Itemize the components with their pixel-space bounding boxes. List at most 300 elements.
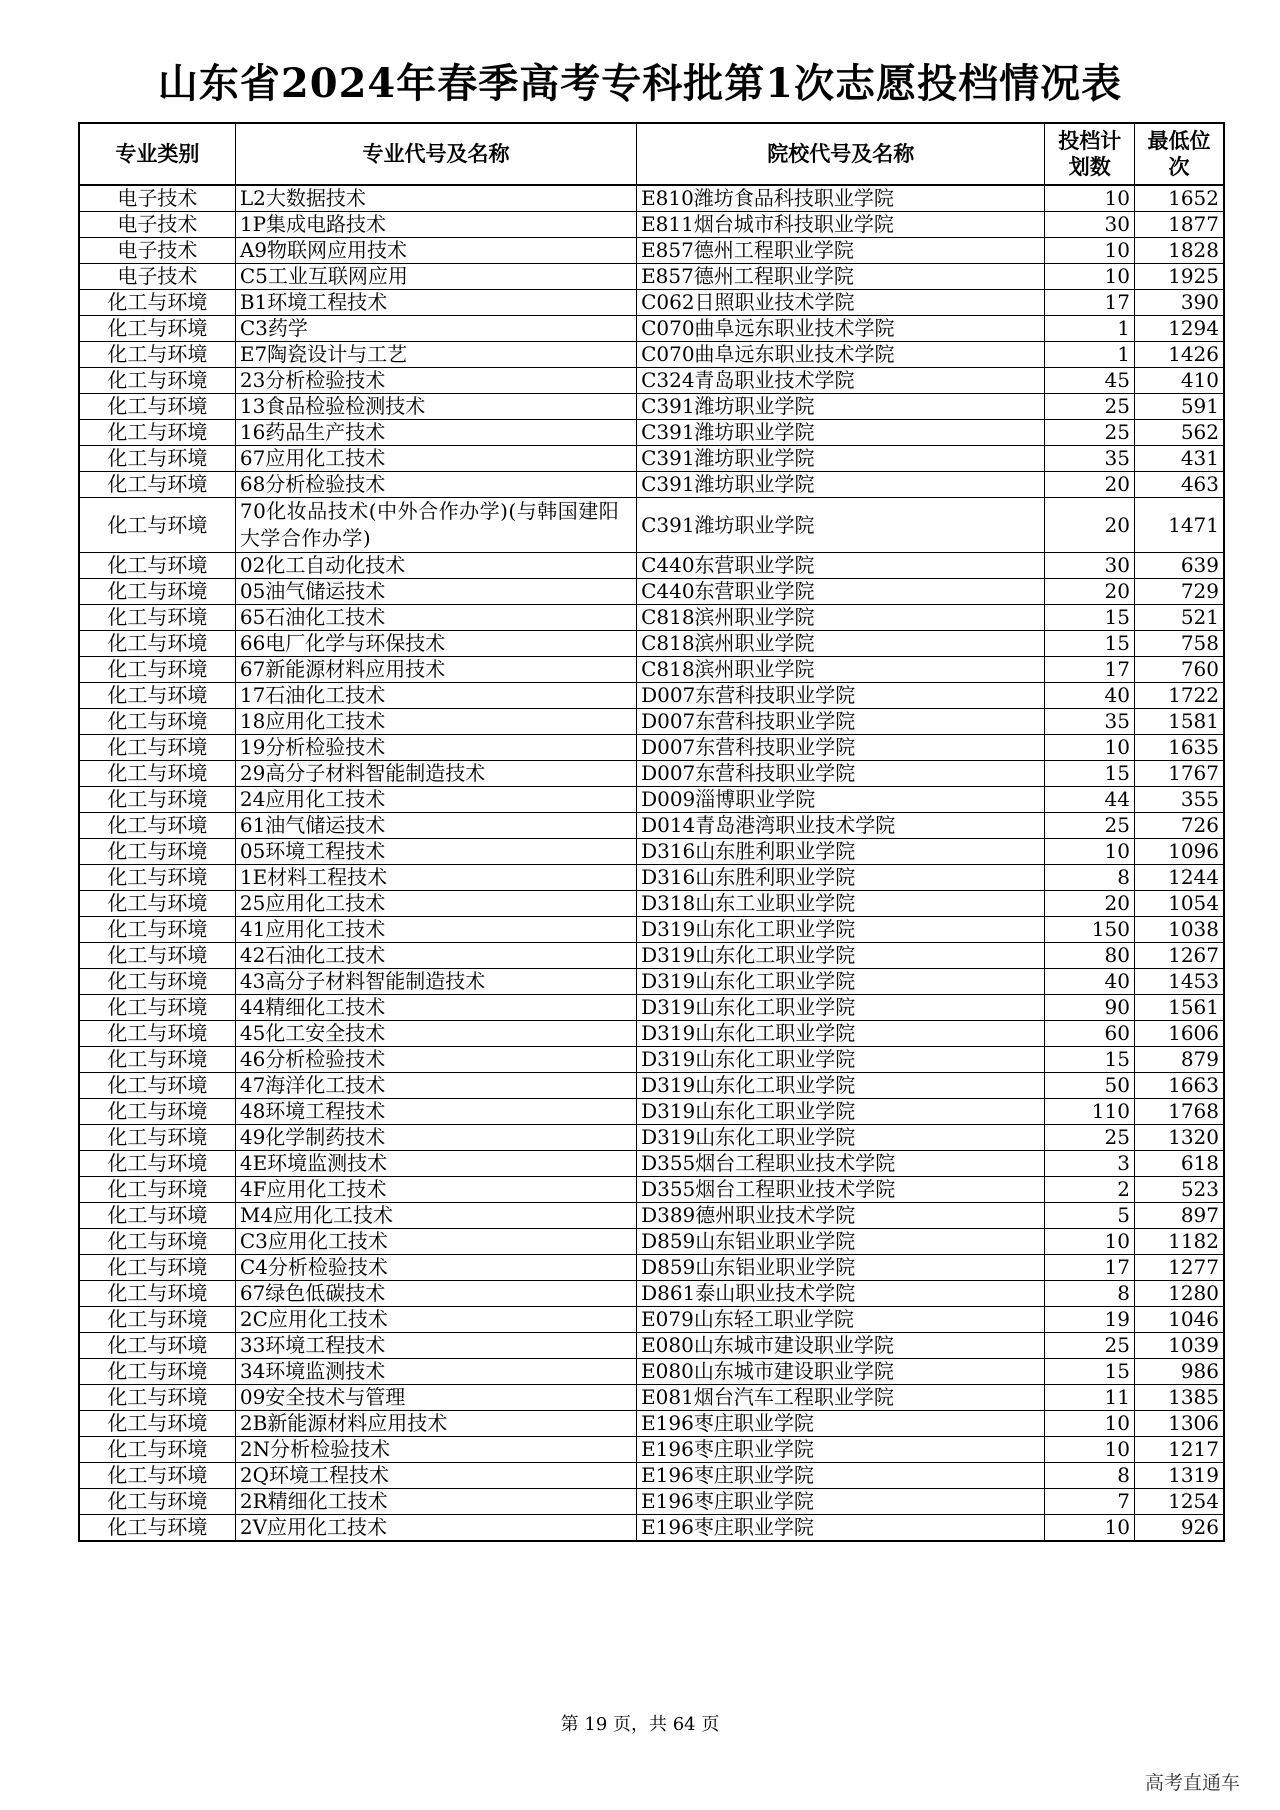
cell-major: 49化学制药技术 [235, 1125, 636, 1151]
cell-plan: 20 [1045, 472, 1135, 498]
table-row [79, 657, 1224, 683]
cell-plan: 44 [1045, 787, 1135, 813]
cell-category: 化工与环境 [79, 1151, 235, 1177]
cell-school: E810潍坊食品科技职业学院 [637, 185, 1045, 212]
cell-category: 化工与环境 [79, 342, 235, 368]
cell-plan: 15 [1045, 1047, 1135, 1073]
cell-school: D861泰山职业技术学院 [637, 1281, 1045, 1307]
cell-category: 化工与环境 [79, 1021, 235, 1047]
cell-school: D319山东化工职业学院 [637, 995, 1045, 1021]
cell-category: 化工与环境 [79, 1177, 235, 1203]
cell-plan: 2 [1045, 1177, 1135, 1203]
cell-category: 化工与环境 [79, 394, 235, 420]
cell-plan: 30 [1045, 212, 1135, 238]
cell-school: C818滨州职业学院 [637, 605, 1045, 631]
cell-rank: 1096 [1134, 839, 1224, 865]
cell-school: D319山东化工职业学院 [637, 1125, 1045, 1151]
cell-category: 化工与环境 [79, 579, 235, 605]
cell-plan: 15 [1045, 631, 1135, 657]
cell-plan: 25 [1045, 813, 1135, 839]
cell-rank: 1453 [1134, 969, 1224, 995]
cell-category: 化工与环境 [79, 1203, 235, 1229]
cell-major: 46分析检验技术 [235, 1047, 636, 1073]
cell-category: 化工与环境 [79, 1385, 235, 1411]
cell-rank: 1663 [1134, 1073, 1224, 1099]
table-row [79, 472, 1224, 498]
table-row [79, 735, 1224, 761]
table-row [79, 1047, 1224, 1073]
table-row [79, 1125, 1224, 1151]
cell-category: 化工与环境 [79, 657, 235, 683]
cell-rank: 1267 [1134, 943, 1224, 969]
cell-major: M4应用化工技术 [235, 1203, 636, 1229]
cell-school: C818滨州职业学院 [637, 631, 1045, 657]
cell-category: 电子技术 [79, 212, 235, 238]
cell-school: E857德州工程职业学院 [637, 238, 1045, 264]
cell-category: 化工与环境 [79, 446, 235, 472]
cell-school: D319山东化工职业学院 [637, 1047, 1045, 1073]
cell-category: 化工与环境 [79, 995, 235, 1021]
cell-rank: 1581 [1134, 709, 1224, 735]
cell-category: 化工与环境 [79, 839, 235, 865]
table-row [79, 1177, 1224, 1203]
cell-school: E196枣庄职业学院 [637, 1463, 1045, 1489]
header-plan: 投档计划数 [1045, 123, 1135, 185]
table-row [79, 368, 1224, 394]
cell-school: C391潍坊职业学院 [637, 498, 1045, 553]
cell-plan: 30 [1045, 553, 1135, 579]
cell-category: 化工与环境 [79, 316, 235, 342]
cell-rank: 1561 [1134, 995, 1224, 1021]
cell-major: 1P集成电路技术 [235, 212, 636, 238]
cell-category: 化工与环境 [79, 891, 235, 917]
cell-rank: 1277 [1134, 1255, 1224, 1281]
cell-school: D319山东化工职业学院 [637, 1021, 1045, 1047]
cell-category: 化工与环境 [79, 498, 235, 553]
cell-plan: 40 [1045, 683, 1135, 709]
cell-major: 17石油化工技术 [235, 683, 636, 709]
table-row [79, 1099, 1224, 1125]
cell-school: E079山东轻工职业学院 [637, 1307, 1045, 1333]
cell-school: D319山东化工职业学院 [637, 1099, 1045, 1125]
cell-category: 化工与环境 [79, 1125, 235, 1151]
cell-school: E080山东城市建设职业学院 [637, 1333, 1045, 1359]
cell-rank: 1385 [1134, 1385, 1224, 1411]
cell-rank: 431 [1134, 446, 1224, 472]
cell-major: 67新能源材料应用技术 [235, 657, 636, 683]
cell-school: D319山东化工职业学院 [637, 917, 1045, 943]
cell-plan: 10 [1045, 735, 1135, 761]
cell-rank: 1925 [1134, 264, 1224, 290]
cell-major: C5工业互联网应用 [235, 264, 636, 290]
cell-category: 化工与环境 [79, 420, 235, 446]
cell-category: 化工与环境 [79, 1307, 235, 1333]
cell-rank: 760 [1134, 657, 1224, 683]
cell-major: 44精细化工技术 [235, 995, 636, 1021]
cell-school: E811烟台城市科技职业学院 [637, 212, 1045, 238]
cell-school: D355烟台工程职业技术学院 [637, 1177, 1045, 1203]
cell-major: 47海洋化工技术 [235, 1073, 636, 1099]
cell-major: 2C应用化工技术 [235, 1307, 636, 1333]
header-category: 专业类别 [79, 123, 235, 185]
cell-category: 化工与环境 [79, 1073, 235, 1099]
cell-rank: 1054 [1134, 891, 1224, 917]
cell-category: 化工与环境 [79, 1333, 235, 1359]
watermark: 高考直通车 [1144, 1772, 1240, 1794]
cell-major: 70化妆品技术(中外合作办学)(与韩国建阳大学合作办学) [235, 498, 636, 553]
cell-rank: 726 [1134, 813, 1224, 839]
cell-category: 电子技术 [79, 185, 235, 212]
table-row [79, 1307, 1224, 1333]
table-row [79, 1151, 1224, 1177]
cell-school: E196枣庄职业学院 [637, 1411, 1045, 1437]
cell-rank: 562 [1134, 420, 1224, 446]
cell-plan: 17 [1045, 1255, 1135, 1281]
cell-rank: 639 [1134, 553, 1224, 579]
cell-school: C324青岛职业技术学院 [637, 368, 1045, 394]
table-row [79, 446, 1224, 472]
cell-major: 1E材料工程技术 [235, 865, 636, 891]
cell-major: 41应用化工技术 [235, 917, 636, 943]
cell-major: B1环境工程技术 [235, 290, 636, 316]
cell-major: 68分析检验技术 [235, 472, 636, 498]
cell-plan: 40 [1045, 969, 1135, 995]
cell-major: 42石油化工技术 [235, 943, 636, 969]
cell-major: 45化工安全技术 [235, 1021, 636, 1047]
cell-category: 化工与环境 [79, 1047, 235, 1073]
cell-rank: 1217 [1134, 1437, 1224, 1463]
table-row [79, 579, 1224, 605]
cell-rank: 1767 [1134, 761, 1224, 787]
cell-plan: 3 [1045, 1151, 1135, 1177]
cell-school: C062日照职业技术学院 [637, 290, 1045, 316]
table-row [79, 1281, 1224, 1307]
cell-rank: 1182 [1134, 1229, 1224, 1255]
table-row [79, 1385, 1224, 1411]
cell-plan: 150 [1045, 917, 1135, 943]
cell-rank: 1254 [1134, 1489, 1224, 1515]
table-row [79, 787, 1224, 813]
table-row [79, 1203, 1224, 1229]
cell-rank: 1244 [1134, 865, 1224, 891]
cell-school: E857德州工程职业学院 [637, 264, 1045, 290]
table-row [79, 420, 1224, 446]
cell-major: 66电厂化学与环保技术 [235, 631, 636, 657]
cell-plan: 20 [1045, 891, 1135, 917]
cell-major: 02化工自动化技术 [235, 553, 636, 579]
cell-school: E196枣庄职业学院 [637, 1515, 1045, 1542]
cell-major: 61油气储运技术 [235, 813, 636, 839]
cell-school: D355烟台工程职业技术学院 [637, 1151, 1045, 1177]
cell-major: 23分析检验技术 [235, 368, 636, 394]
cell-plan: 10 [1045, 185, 1135, 212]
cell-major: 24应用化工技术 [235, 787, 636, 813]
cell-rank: 1768 [1134, 1099, 1224, 1125]
table-row [79, 185, 1224, 212]
cell-major: 16药品生产技术 [235, 420, 636, 446]
cell-rank: 1652 [1134, 185, 1224, 212]
cell-rank: 1046 [1134, 1307, 1224, 1333]
cell-category: 化工与环境 [79, 1281, 235, 1307]
cell-category: 化工与环境 [79, 943, 235, 969]
table-row [79, 1359, 1224, 1385]
table-row [79, 1021, 1224, 1047]
cell-category: 化工与环境 [79, 605, 235, 631]
cell-school: D007东营科技职业学院 [637, 709, 1045, 735]
cell-major: 13食品检验检测技术 [235, 394, 636, 420]
cell-major: 2N分析检验技术 [235, 1437, 636, 1463]
cell-category: 化工与环境 [79, 472, 235, 498]
table-row [79, 995, 1224, 1021]
cell-plan: 50 [1045, 1073, 1135, 1099]
cell-category: 化工与环境 [79, 735, 235, 761]
cell-rank: 1280 [1134, 1281, 1224, 1307]
table-row [79, 1515, 1224, 1542]
cell-category: 化工与环境 [79, 1437, 235, 1463]
cell-rank: 1877 [1134, 212, 1224, 238]
cell-school: D007东营科技职业学院 [637, 683, 1045, 709]
cell-category: 化工与环境 [79, 683, 235, 709]
cell-major: 67应用化工技术 [235, 446, 636, 472]
cell-school: E196枣庄职业学院 [637, 1489, 1045, 1515]
table-row [79, 1229, 1224, 1255]
cell-plan: 1 [1045, 342, 1135, 368]
cell-school: E080山东城市建设职业学院 [637, 1359, 1045, 1385]
cell-category: 化工与环境 [79, 1229, 235, 1255]
table-row [79, 865, 1224, 891]
cell-plan: 10 [1045, 1515, 1135, 1542]
table-row [79, 290, 1224, 316]
table-row [79, 316, 1224, 342]
cell-plan: 11 [1045, 1385, 1135, 1411]
cell-rank: 1294 [1134, 316, 1224, 342]
cell-major: 2V应用化工技术 [235, 1515, 636, 1542]
cell-plan: 7 [1045, 1489, 1135, 1515]
cell-major: 33环境工程技术 [235, 1333, 636, 1359]
cell-major: 65石油化工技术 [235, 605, 636, 631]
cell-category: 化工与环境 [79, 709, 235, 735]
cell-school: D007东营科技职业学院 [637, 735, 1045, 761]
cell-rank: 1039 [1134, 1333, 1224, 1359]
table-row [79, 917, 1224, 943]
table-row [79, 1073, 1224, 1099]
cell-category: 化工与环境 [79, 787, 235, 813]
cell-plan: 80 [1045, 943, 1135, 969]
cell-major: 2Q环境工程技术 [235, 1463, 636, 1489]
cell-plan: 20 [1045, 579, 1135, 605]
cell-category: 化工与环境 [79, 553, 235, 579]
table-row [79, 1437, 1224, 1463]
cell-category: 化工与环境 [79, 813, 235, 839]
cell-school: D859山东铝业职业学院 [637, 1255, 1045, 1281]
cell-plan: 25 [1045, 420, 1135, 446]
cell-school: D318山东工业职业学院 [637, 891, 1045, 917]
cell-plan: 110 [1045, 1099, 1135, 1125]
cell-school: D389德州职业技术学院 [637, 1203, 1045, 1229]
table-row [79, 553, 1224, 579]
cell-school: C391潍坊职业学院 [637, 446, 1045, 472]
page-title: 山东省2024年春季高考专科批第1次志愿投档情况表 [157, 60, 1123, 107]
cell-rank: 1426 [1134, 342, 1224, 368]
cell-category: 化工与环境 [79, 1359, 235, 1385]
cell-rank: 390 [1134, 290, 1224, 316]
table-row [79, 238, 1224, 264]
cell-plan: 20 [1045, 498, 1135, 553]
table-header-row [79, 123, 1224, 185]
cell-category: 化工与环境 [79, 631, 235, 657]
cell-major: C3应用化工技术 [235, 1229, 636, 1255]
table-row [79, 1463, 1224, 1489]
cell-rank: 1320 [1134, 1125, 1224, 1151]
cell-school: C391潍坊职业学院 [637, 420, 1045, 446]
cell-rank: 879 [1134, 1047, 1224, 1073]
cell-school: C440东营职业学院 [637, 553, 1045, 579]
cell-plan: 10 [1045, 839, 1135, 865]
cell-school: C818滨州职业学院 [637, 657, 1045, 683]
table-row [79, 1489, 1224, 1515]
cell-major: 67绿色低碳技术 [235, 1281, 636, 1307]
cell-major: 48环境工程技术 [235, 1099, 636, 1125]
cell-category: 化工与环境 [79, 368, 235, 394]
cell-rank: 1319 [1134, 1463, 1224, 1489]
cell-major: 05油气储运技术 [235, 579, 636, 605]
cell-plan: 10 [1045, 1229, 1135, 1255]
cell-plan: 10 [1045, 264, 1135, 290]
cell-rank: 618 [1134, 1151, 1224, 1177]
cell-school: D009淄博职业学院 [637, 787, 1045, 813]
cell-rank: 1828 [1134, 238, 1224, 264]
cell-plan: 35 [1045, 446, 1135, 472]
cell-rank: 1038 [1134, 917, 1224, 943]
table-row [79, 683, 1224, 709]
cell-school: D319山东化工职业学院 [637, 1073, 1045, 1099]
cell-plan: 10 [1045, 1437, 1135, 1463]
cell-major: L2大数据技术 [235, 185, 636, 212]
cell-plan: 15 [1045, 1359, 1135, 1385]
cell-plan: 8 [1045, 865, 1135, 891]
cell-major: C3药学 [235, 316, 636, 342]
cell-major: 18应用化工技术 [235, 709, 636, 735]
cell-major: 25应用化工技术 [235, 891, 636, 917]
cell-plan: 35 [1045, 709, 1135, 735]
cell-plan: 1 [1045, 316, 1135, 342]
cell-major: 05环境工程技术 [235, 839, 636, 865]
cell-rank: 1471 [1134, 498, 1224, 553]
cell-rank: 1722 [1134, 683, 1224, 709]
cell-major: 2B新能源材料应用技术 [235, 1411, 636, 1437]
cell-plan: 17 [1045, 290, 1135, 316]
cell-school: D319山东化工职业学院 [637, 943, 1045, 969]
cell-major: 19分析检验技术 [235, 735, 636, 761]
cell-rank: 729 [1134, 579, 1224, 605]
cell-category: 化工与环境 [79, 1489, 235, 1515]
table-row [79, 1255, 1224, 1281]
cell-plan: 8 [1045, 1463, 1135, 1489]
cell-major: 29高分子材料智能制造技术 [235, 761, 636, 787]
cell-plan: 25 [1045, 394, 1135, 420]
table-row [79, 813, 1224, 839]
cell-plan: 10 [1045, 238, 1135, 264]
cell-category: 化工与环境 [79, 917, 235, 943]
cell-school: D319山东化工职业学院 [637, 969, 1045, 995]
cell-major: 4F应用化工技术 [235, 1177, 636, 1203]
cell-plan: 25 [1045, 1333, 1135, 1359]
cell-category: 化工与环境 [79, 290, 235, 316]
cell-category: 化工与环境 [79, 1463, 235, 1489]
cell-rank: 523 [1134, 1177, 1224, 1203]
cell-major: 43高分子材料智能制造技术 [235, 969, 636, 995]
cell-school: D007东营科技职业学院 [637, 761, 1045, 787]
cell-plan: 19 [1045, 1307, 1135, 1333]
cell-plan: 25 [1045, 1125, 1135, 1151]
header-rank: 最低位次 [1134, 123, 1224, 185]
cell-category: 化工与环境 [79, 969, 235, 995]
page-footer: 第 19 页，共 64 页 [560, 1714, 720, 1735]
cell-plan: 17 [1045, 657, 1135, 683]
table-row [79, 498, 1224, 553]
table-row [79, 212, 1224, 238]
header-school: 院校代号及名称 [637, 123, 1045, 185]
cell-plan: 15 [1045, 605, 1135, 631]
cell-category: 电子技术 [79, 264, 235, 290]
table-row [79, 605, 1224, 631]
cell-major: 2R精细化工技术 [235, 1489, 636, 1515]
cell-category: 化工与环境 [79, 865, 235, 891]
cell-rank: 758 [1134, 631, 1224, 657]
cell-rank: 986 [1134, 1359, 1224, 1385]
table-row [79, 342, 1224, 368]
cell-major: A9物联网应用技术 [235, 238, 636, 264]
cell-major: 4E环境监测技术 [235, 1151, 636, 1177]
cell-category: 化工与环境 [79, 1255, 235, 1281]
cell-major: E7陶瓷设计与工艺 [235, 342, 636, 368]
cell-major: 09安全技术与管理 [235, 1385, 636, 1411]
header-major: 专业代号及名称 [235, 123, 636, 185]
cell-rank: 463 [1134, 472, 1224, 498]
table-row [79, 1411, 1224, 1437]
cell-major: C4分析检验技术 [235, 1255, 636, 1281]
table-row [79, 1333, 1224, 1359]
cell-rank: 410 [1134, 368, 1224, 394]
table-row [79, 631, 1224, 657]
cell-major: 34环境监测技术 [235, 1359, 636, 1385]
cell-plan: 45 [1045, 368, 1135, 394]
cell-school: D859山东铝业职业学院 [637, 1229, 1045, 1255]
cell-plan: 5 [1045, 1203, 1135, 1229]
cell-category: 化工与环境 [79, 1411, 235, 1437]
cell-plan: 10 [1045, 1411, 1135, 1437]
table-row [79, 761, 1224, 787]
cell-plan: 15 [1045, 761, 1135, 787]
cell-school: D316山东胜利职业学院 [637, 865, 1045, 891]
table-body [79, 185, 1224, 1541]
table-row [79, 394, 1224, 420]
cell-rank: 1635 [1134, 735, 1224, 761]
cell-school: E196枣庄职业学院 [637, 1437, 1045, 1463]
cell-rank: 1306 [1134, 1411, 1224, 1437]
cell-school: C391潍坊职业学院 [637, 472, 1045, 498]
cell-school: C440东营职业学院 [637, 579, 1045, 605]
cell-school: D316山东胜利职业学院 [637, 839, 1045, 865]
table-row [79, 891, 1224, 917]
cell-category: 化工与环境 [79, 1515, 235, 1542]
cell-school: C070曲阜远东职业技术学院 [637, 316, 1045, 342]
table-row [79, 709, 1224, 735]
cell-school: C070曲阜远东职业技术学院 [637, 342, 1045, 368]
cell-rank: 1606 [1134, 1021, 1224, 1047]
cell-plan: 60 [1045, 1021, 1135, 1047]
table-row [79, 969, 1224, 995]
